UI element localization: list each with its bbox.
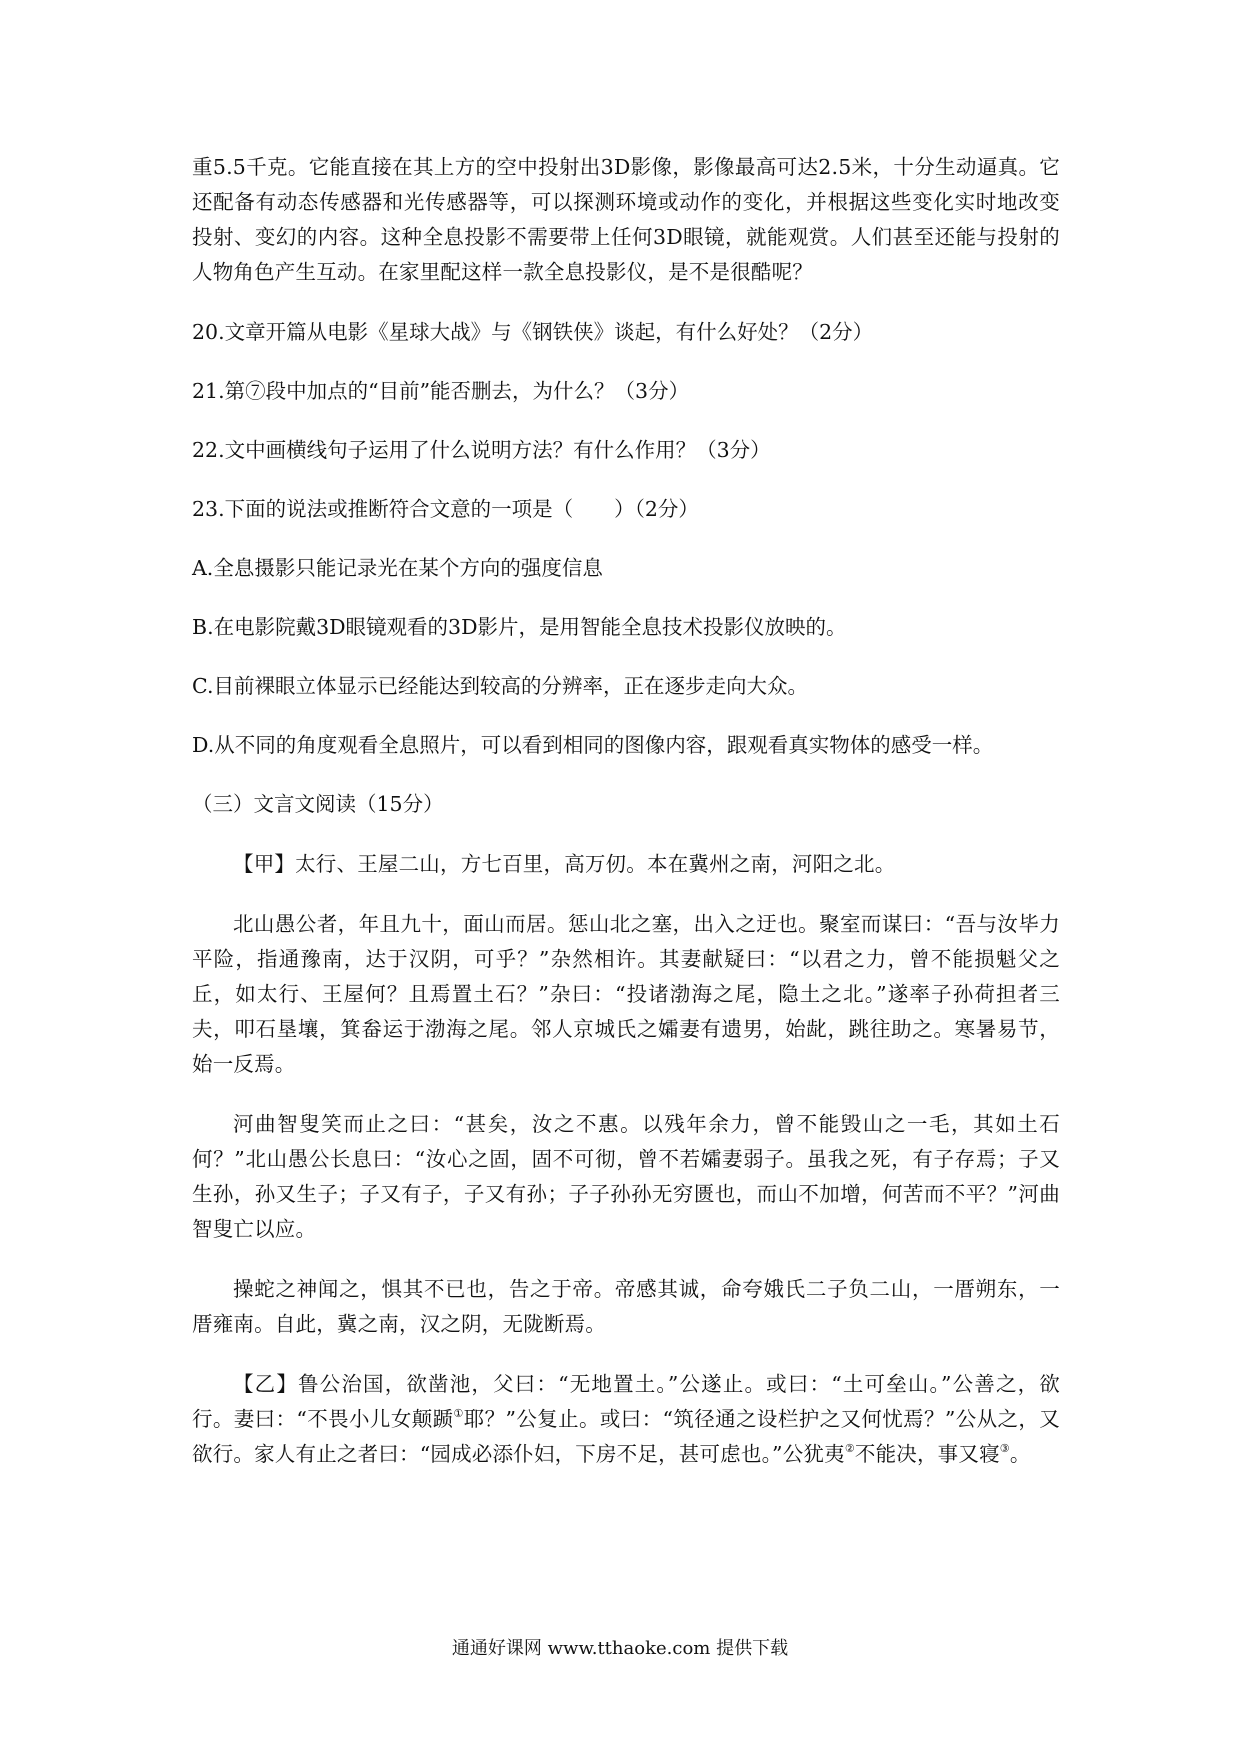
option-d: D.从不同的角度观看全息照片，可以看到相同的图像内容，跟观看真实物体的感受一样。 xyxy=(192,733,994,757)
section-heading: （三）文言文阅读（15分） xyxy=(192,792,444,816)
jia-paragraph-2: 北山愚公者，年且九十，面山而居。惩山北之塞，出入之迂也。聚室而谋曰：“吾与汝毕力平险，指通豫南，达于汉阴，可乎？”杂然相许。其妻献疑曰：“以君之力，曾不能损魁父之丘，如太行、王屋何？且焉置土石？”杂曰：“投诸渤海之尾，隐土之北。”遂率子孙荷担者三夫，叩石垦壤，箕畚运于渤海之尾。邻人京城氏之孀妻有遗男，始龀，跳往助之。寒暑易节，始一反焉。 xyxy=(192,912,1060,1076)
yi-text-part-2: 耶？”公复止。或曰：“筑径通之设栏护之又何忧焉？”公从之，又欲行。家人有止之者曰：“园成必添仆妇，下房不足，甚可虑也。”公犹夷 xyxy=(192,1407,1060,1466)
jia-paragraph-3: 河曲智叟笑而止之曰：“甚矣，汝之不惠。以残年余力，曾不能毁山之一毛，其如土石何？”北山愚公长息曰：“汝心之固，固不可彻，曾不若孀妻弱子。虽我之死，有子存焉；子又生孙，孙又生子；子又有子，子又有孙；子子孙孙无穷匮也，而山不加增，何苦而不平？”河曲智叟亡以应。 xyxy=(192,1112,1060,1241)
yi-text-part-3: 不能决，事又寝 xyxy=(854,1442,1000,1466)
page-content xyxy=(192,150,1060,1472)
page-footer: 通通好课网 www.tthaoke.com 提供下载 xyxy=(451,1638,789,1659)
jia-paragraph-4: 操蛇之神闻之，惧其不已也，告之于帝。帝感其诚，命夸娥氏二子负二山，一厝朔东，一厝雍南。自此，冀之南，汉之阴，无陇断焉。 xyxy=(192,1277,1060,1336)
footnote-marker-1: ① xyxy=(453,1407,464,1420)
option-a: A.全息摄影只能记录光在某个方向的强度信息 xyxy=(192,556,603,580)
yi-paragraph xyxy=(192,1367,1060,1472)
footnote-marker-2: ② xyxy=(844,1442,855,1455)
question-20: 20.文章开篇从电影《星球大战》与《钢铁侠》谈起，有什么好处？（2分） xyxy=(192,320,874,344)
yi-text-part-1: 【乙】鲁公治国，欲凿池，父曰：“无地置土。”公遂止。或曰：“土可垒山。”公善之，欲行。妻曰：“不畏小儿女颠踬 xyxy=(192,1372,1060,1431)
jia-paragraph-1: 【甲】太行、王屋二山，方七百里，高万仞。本在冀州之南，河阳之北。 xyxy=(233,852,896,876)
option-c: C.目前裸眼立体显示已经能达到较高的分辨率，正在逐步走向大众。 xyxy=(192,674,808,698)
yi-text-part-4: 。 xyxy=(1009,1442,1031,1466)
passage-end-paragraph: 重5.5千克。它能直接在其上方的空中投射出3D影像，影像最高可达2.5米，十分生动逼真。它还配备有动态传感器和光传感器等，可以探测环境或动作的变化，并根据这些变化实时地改变投射、变幻的内容。这种全息投影不需要带上任何3D眼镜，就能观赏。人们甚至还能与投射的人物角色产生互动。在家里配这样一款全息投影仪，是不是很酷呢？ xyxy=(192,155,1060,284)
question-22: 22.文中画横线句子运用了什么说明方法？有什么作用？（3分） xyxy=(192,438,771,462)
question-21: 21.第⑦段中加点的“目前”能否删去，为什么？（3分） xyxy=(192,379,690,403)
footnote-marker-3: ③ xyxy=(999,1442,1010,1455)
question-23: 23.下面的说法或推断符合文意的一项是（ ）（2分） xyxy=(192,497,699,521)
option-b: B.在电影院戴3D眼镜观看的3D影片，是用智能全息技术投影仪放映的。 xyxy=(192,615,847,639)
